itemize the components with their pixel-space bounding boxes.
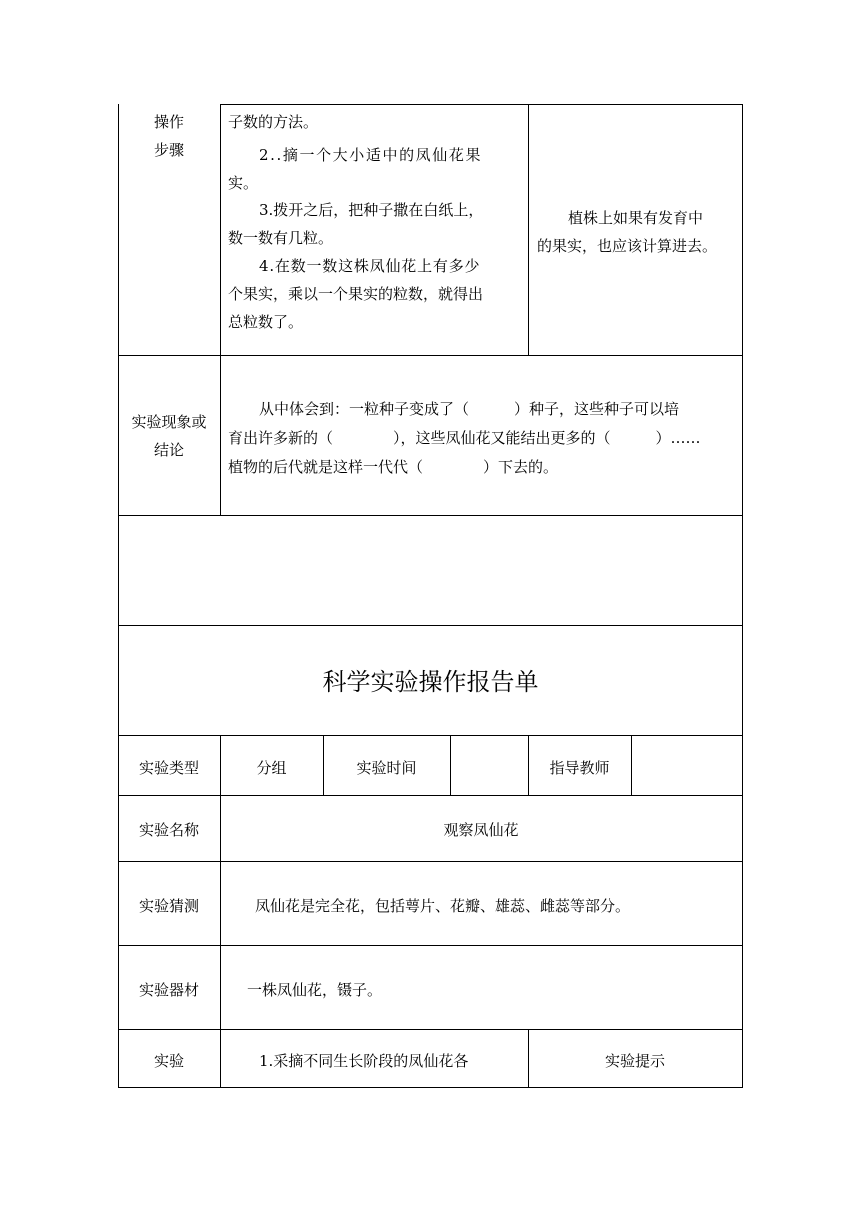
table-border (118, 355, 743, 356)
type-value: 分组 (256, 759, 287, 777)
step-line: 实。 (228, 174, 259, 192)
step-line: 4.在数一数这株凤仙花上有多少 (259, 257, 481, 275)
experiment-label: 实验 (153, 1052, 184, 1070)
experiment-step: 1.采摘不同生长阶段的凤仙花各 (259, 1052, 469, 1070)
table-border (118, 515, 743, 516)
step-line: 子数的方法。 (228, 113, 319, 131)
result-line: 植物的后代就是这样一代代（ ）下去的。 (228, 458, 559, 476)
table-border (450, 735, 451, 795)
step-line: 数一数有几粒。 (228, 229, 334, 247)
table-border (118, 104, 119, 1088)
table-border (118, 861, 743, 862)
equipment-label: 实验器材 (138, 981, 199, 999)
step-line: 总粒数了。 (228, 313, 304, 331)
table-border (118, 945, 743, 946)
operation-label: 操作 (153, 113, 184, 131)
table-border (118, 625, 743, 626)
table-border (631, 735, 632, 795)
table-border (118, 1087, 743, 1088)
hint-label: 实验提示 (604, 1052, 665, 1070)
step-line: 3.拨开之后，把种子撒在白纸上， (259, 201, 484, 219)
time-label: 实验时间 (356, 759, 417, 777)
result-label: 结论 (153, 441, 184, 459)
step-line: 2..摘一个大小适中的凤仙花果 (259, 146, 483, 164)
table-border (528, 104, 529, 355)
table-border (220, 104, 743, 105)
result-line: 从中体会到：一粒种子变成了（ ）种子，这些种子可以培 (259, 400, 680, 418)
guess-value: 凤仙花是完全花，包括萼片、花瓣、雄蕊、雌蕊等部分。 (255, 897, 631, 915)
result-line: 育出许多新的（ ），这些凤仙花又能结出更多的（ ）…… (228, 429, 701, 447)
tip-line: 植株上如果有发育中 (568, 209, 704, 227)
name-value: 观察凤仙花 (443, 821, 519, 839)
table-border (118, 735, 743, 736)
type-label: 实验类型 (138, 759, 199, 777)
table-border (220, 735, 221, 1087)
table-border (118, 1029, 743, 1030)
page-title: 科学实验操作报告单 (322, 668, 539, 696)
guess-label: 实验猜测 (138, 897, 199, 915)
table-border (742, 104, 743, 1088)
equipment-value: 一株凤仙花，镊子。 (247, 981, 383, 999)
table-border (118, 795, 743, 796)
step-line: 个果实，乘以一个果实的粒数，就得出 (228, 285, 484, 303)
name-label: 实验名称 (138, 821, 199, 839)
teacher-label: 指导教师 (549, 759, 610, 777)
operation-label: 步骤 (153, 141, 184, 159)
result-label: 实验现象或 (131, 413, 207, 431)
tip-line: 的果实，也应该计算进去。 (537, 237, 718, 255)
table-border (220, 104, 221, 515)
